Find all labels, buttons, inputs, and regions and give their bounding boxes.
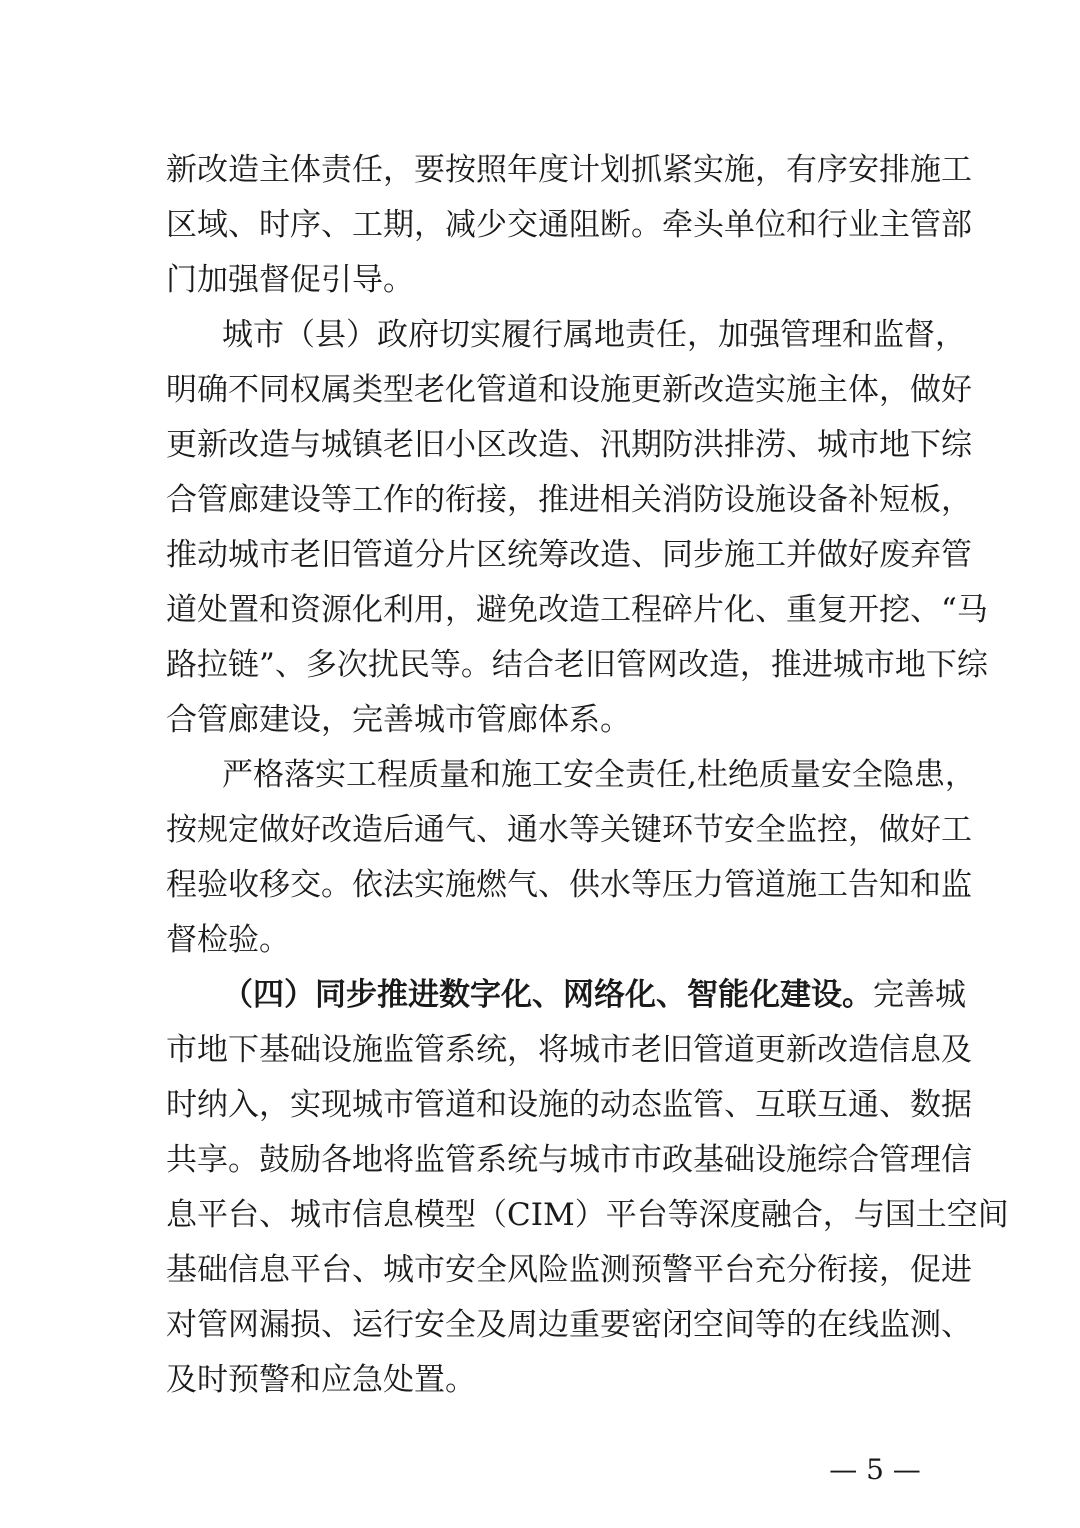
paragraph-line: 城市（县）政府切实履行属地责任，加强管理和监督， xyxy=(222,317,966,353)
paragraph-line: 区域、时序、工期，减少交通阻断。牵头单位和行业主管部 xyxy=(166,207,972,243)
paragraph-line: 及时预警和应急处置。 xyxy=(166,1362,476,1398)
paragraph-line: 合管廊建设，完善城市管廊体系。 xyxy=(166,702,631,738)
paragraph-line: 新改造主体责任，要按照年度计划抓紧实施，有序安排施工 xyxy=(166,152,972,188)
paragraph-line: 共享。鼓励各地将监管系统与城市市政基础设施综合管理信 xyxy=(166,1142,972,1178)
paragraph-line: 时纳入，实现城市管道和设施的动态监管、互联互通、数据 xyxy=(166,1087,972,1123)
paragraph-line: 息平台、城市信息模型（CIM）平台等深度融合，与国土空间 xyxy=(166,1197,1009,1233)
paragraph-line: 推动城市老旧管道分片区统筹改造、同步施工并做好废弃管 xyxy=(166,537,972,573)
paragraph-line: 对管网漏损、运行安全及周边重要密闭空间等的在线监测、 xyxy=(166,1307,972,1343)
paragraph-line: 严格落实工程质量和施工安全责任,杜绝质量安全隐患， xyxy=(222,757,976,793)
page-number: — 5 — xyxy=(829,1453,921,1486)
paragraph-line: 更新改造与城镇老旧小区改造、汛期防洪排涝、城市地下综 xyxy=(166,427,972,463)
paragraph-line: 程验收移交。依法实施燃气、供水等压力管道施工告知和监 xyxy=(166,867,972,903)
paragraph-line: 合管廊建设等工作的衔接，推进相关消防设施设备补短板， xyxy=(166,482,972,518)
section-heading: （四）同步推进数字化、网络化、智能化建设。 xyxy=(222,977,873,1013)
paragraph-line: 道处置和资源化利用，避免改造工程碎片化、重复开挖、“马 xyxy=(166,592,988,628)
section-heading-line xyxy=(222,975,966,1015)
paragraph-line: 基础信息平台、城市安全风险监测预警平台充分衔接，促进 xyxy=(166,1252,972,1288)
paragraph-line: 明确不同权属类型老化管道和设施更新改造实施主体，做好 xyxy=(166,372,972,408)
paragraph-line: 门加强督促引导。 xyxy=(166,262,414,298)
paragraph-line: 按规定做好改造后通气、通水等关键环节安全监控，做好工 xyxy=(166,812,972,848)
heading-line-rest: 完善城 xyxy=(873,977,966,1013)
paragraph-line: 路拉链”、多次扰民等。结合老旧管网改造，推进城市地下综 xyxy=(166,647,988,683)
paragraph-line: 督检验。 xyxy=(166,922,290,958)
paragraph-line: 市地下基础设施监管系统，将城市老旧管道更新改造信息及 xyxy=(166,1032,972,1068)
